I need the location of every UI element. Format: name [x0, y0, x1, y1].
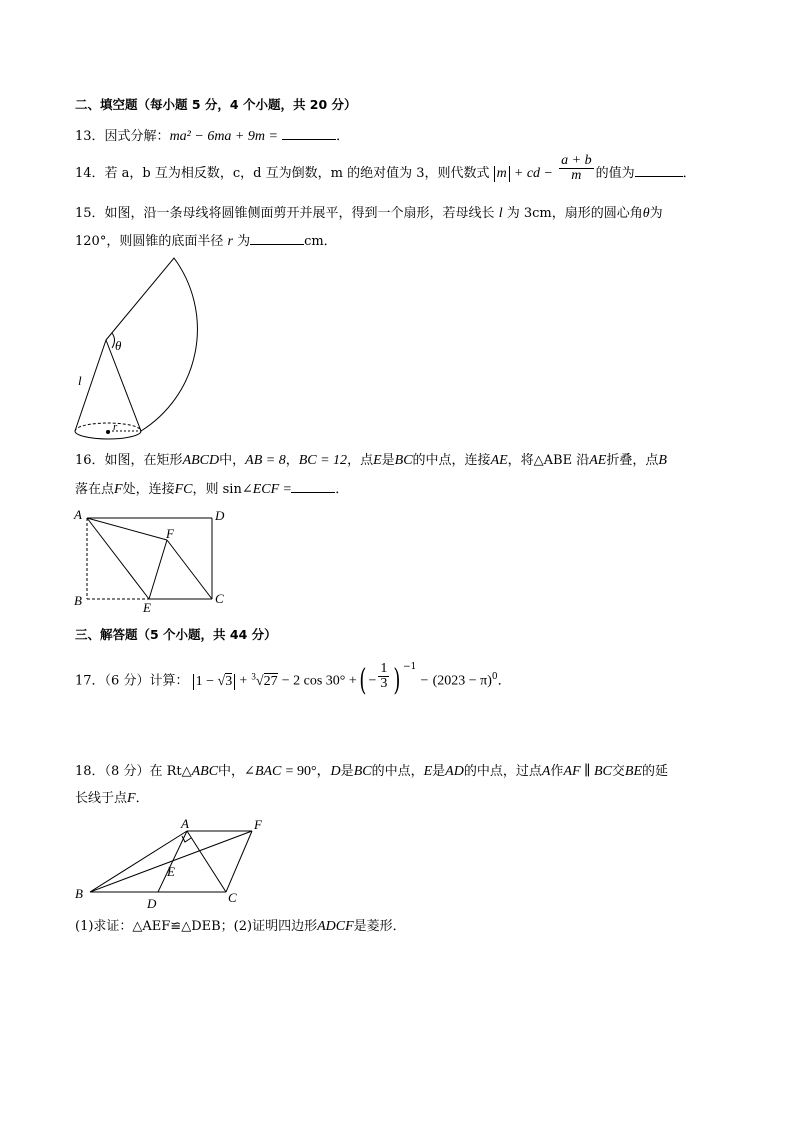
label-F: F	[166, 526, 174, 541]
label-A: A	[74, 507, 82, 522]
question-13: 13．因式分解：ma² − 6ma + 9m = ．	[75, 129, 350, 144]
question-15-line-1: 15．如图，沿一条母线将圆锥侧面剪开并展平，得到一个扇形，若母线长 l 为 3cm，扇形的圆心角θ为	[75, 206, 663, 221]
label-B: B	[74, 593, 82, 608]
label-theta: θ	[115, 338, 122, 353]
question-18-subparts: (1)求证：△AEF≌△DEB；(2)证明四边形ADCF是菱形．	[75, 919, 406, 934]
question-14: 14．若 a，b 互为相反数，c，d 互为倒数，m 的绝对值为 3，则代数式 m + cd − $\frac{a + b}{m}$ 的值为 ．	[75, 153, 696, 183]
label-C: C	[215, 591, 224, 606]
label-E: E	[143, 600, 151, 615]
segment-BF	[90, 831, 252, 892]
label-D: D	[215, 508, 225, 523]
label-E: E	[167, 864, 175, 879]
q17-abs-expression: 1 − √3	[193, 674, 236, 690]
label-A: A	[181, 816, 189, 831]
label-F: F	[254, 817, 262, 832]
question-18-line-1: 18．（8 分）在 Rt△ABC中，∠BAC = 90°，D是BC的中点，E是AD的中点，过点A作AF ∥ BC交BE的延	[75, 764, 669, 779]
label-r: r	[113, 421, 118, 433]
label-l: l	[78, 373, 82, 388]
q17-cube-root: $^3$√27	[251, 670, 278, 689]
label-B: B	[75, 886, 83, 901]
segment-FC	[226, 831, 252, 892]
q17-fraction: $\frac{1}{3}$	[380, 660, 388, 691]
q14-abs-m: m	[494, 166, 510, 182]
question-16-line-2: 落在点F处，连接FC，则 sin∠ECF = ．	[75, 482, 349, 497]
right-angle-mark	[182, 836, 191, 842]
label-D: D	[147, 896, 157, 911]
q14-fraction: $\frac{a + b}{m}$	[561, 153, 592, 183]
question-18-line-2: 长线于点F．	[75, 791, 149, 806]
segment-AC	[187, 831, 226, 892]
q13-expression: ma² − 6ma + 9m =	[169, 129, 278, 144]
label-C: C	[228, 890, 237, 905]
question-17: 17．（6 分）计算： 1 − √3 + $^3$√27 − 2 cos 30° +( − $\frac{1}{3}$ ) $^{-1} - (2023 - \pi)^0$．	[75, 660, 511, 698]
question-16-line-1: 16．如图，在矩形ABCD中，AB = 8，BC = 12，点E是BC的中点，连接AE，将△ABE 沿AE折叠，点B	[75, 453, 667, 468]
question-15-line-2: 120°，则圆锥的底面半径 r 为 cm．	[75, 234, 337, 249]
section-2-title: 二、填空题（每小题 5 分，4 个小题，共 20 分）	[75, 97, 357, 112]
section-3-title: 三、解答题（5 个小题，共 44 分）	[75, 627, 277, 642]
